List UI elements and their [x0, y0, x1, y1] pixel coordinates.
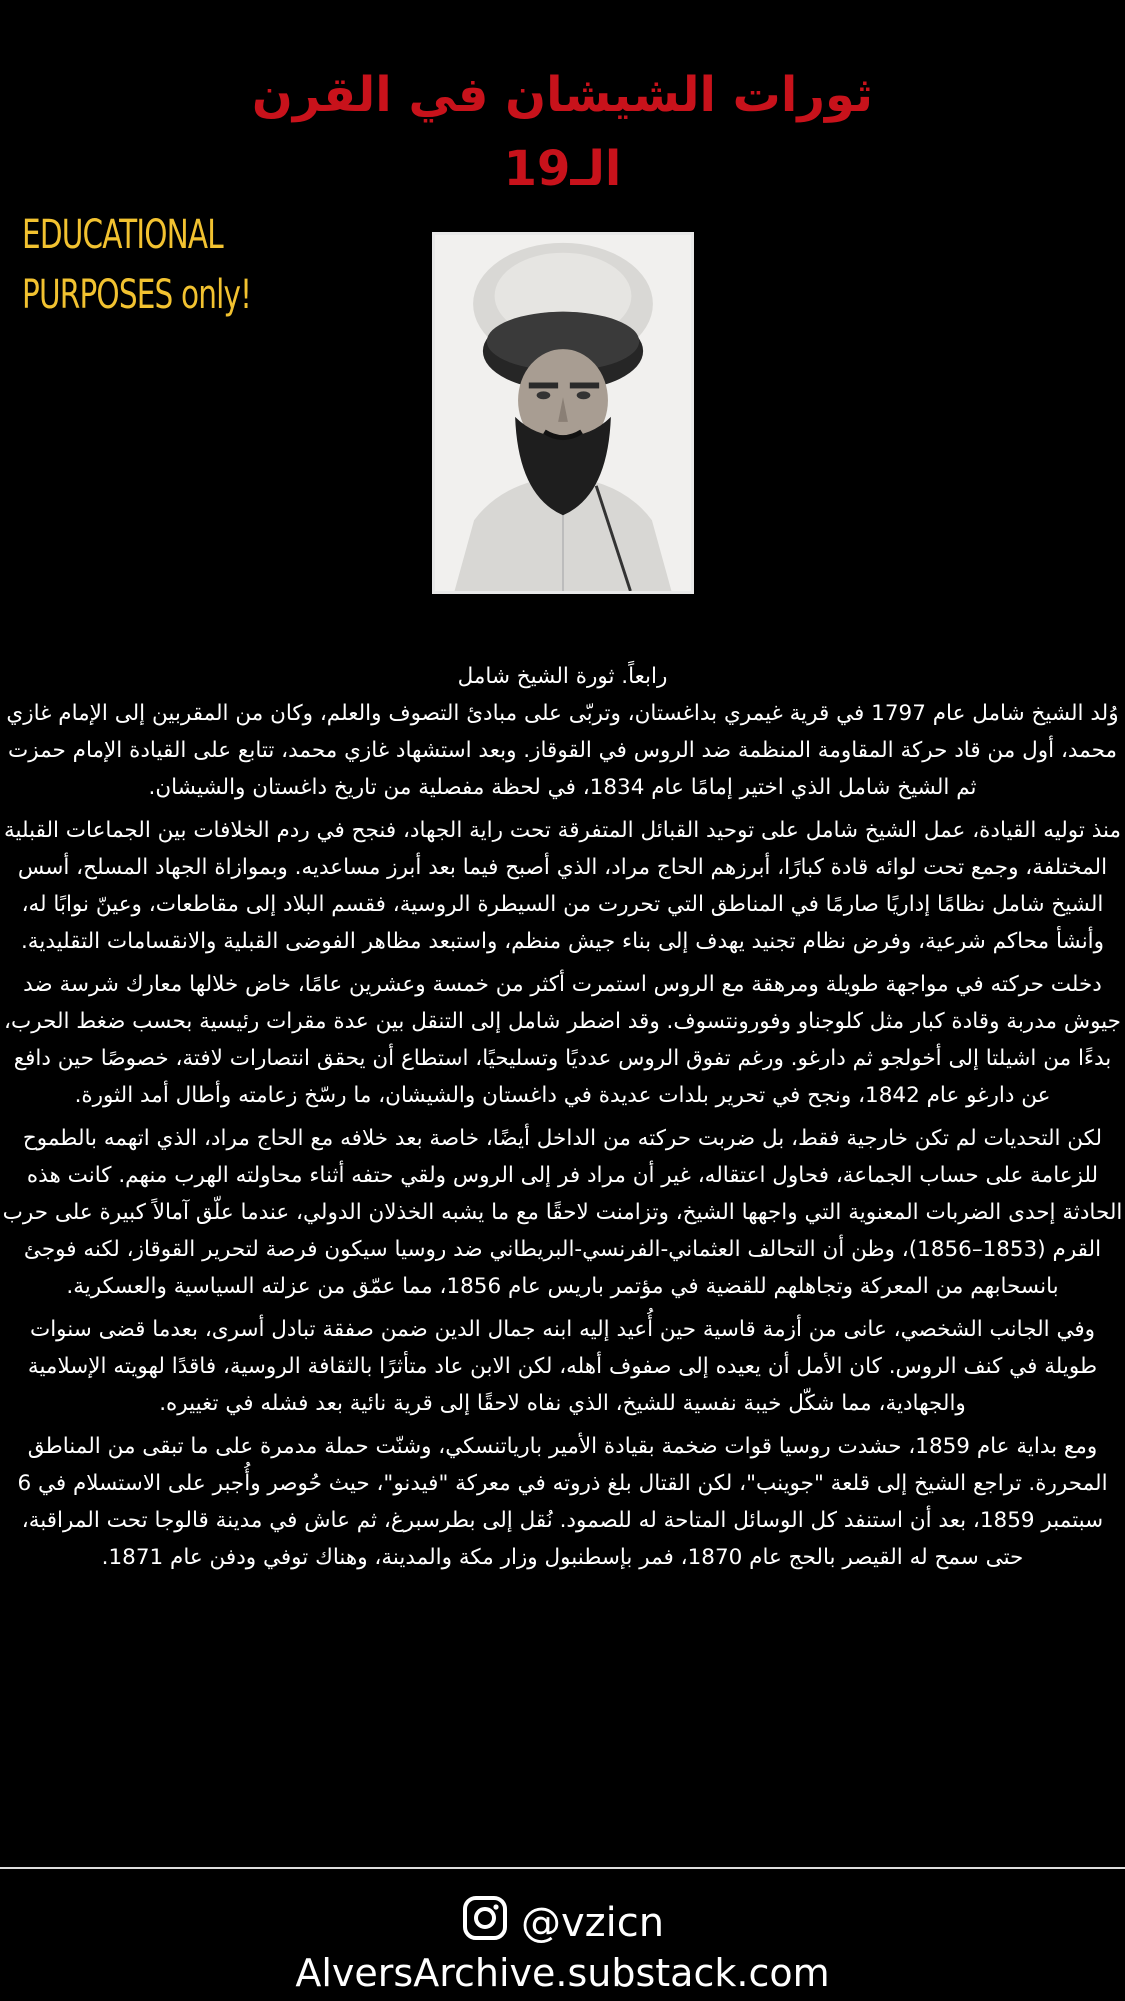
article-paragraph: وفي الجانب الشخصي، عانى من أزمة قاسية حين أُعيد إليه ابنه جمال الدين ضمن صفقة تبادل أسرى، بعدما قضى سنوات طويلة في كنف الروس. كان الأمل أن يعيده إلى صفوف أهله، لكن الابن عاد متأثرًا بالثقافة الروسية، فاقدًا لهويته الإسلامية والجهادية، مما شكّل خيبة نفسية للشيخ، الذي نفاه لاحقًا إلى قرية نائية بعد فشله في تغييره. [27, 1317, 1098, 1416]
section-subheading: رابعاً. ثورة الشيخ شامل [457, 664, 668, 689]
article-paragraph: وُلد الشيخ شامل عام 1797 في قرية غيمري بداغستان، وتربّى على مبادئ التصوف والعلم، وكان من المقربين إلى الإمام غازي محمد، أول من قاد حركة المقاومة المنظمة ضد الروس في القوقاز. وبعد استشهاد غازي محمد، تتابع على القيادة الإمام حمزت ثم الشيخ شامل الذي اختير إمامًا عام 1834، في لحظة مفصلية من تاريخ داغستان والشيشان. [6, 701, 1119, 800]
badge-line-2: PURPOSES only! [22, 272, 252, 318]
badge-line-1: EDUCATIONAL [22, 212, 223, 258]
social-handle[interactable] [0, 1895, 1125, 1951]
page-title [0, 58, 1125, 206]
handle-text: @vzicn [520, 1900, 665, 1946]
footer-divider [0, 1867, 1125, 1869]
article-paragraph: دخلت حركته في مواجهة طويلة ومرهقة مع الروس استمرت أكثر من خمسة وعشرين عامًا، خاض خلالها معارك شرسة ضد جيوش مدربة وقادة كبار مثل كلوجناو وفورونتسوف. وقد اضطر شامل إلى التنقل بين عدة مقرات رئيسية بحسب ضغط الحرب، بدءًا من اشيلتا إلى أخولجو ثم دارغو. ورغم تفوق الروس عدديًا وتسليحيًا، استطاع أن يحقق انتصارات لافتة، خصوصًا حين دافع عن دارغو عام 1842، ونجح في تحرير بلدات عديدة في داغستان والشيشان، ما رسّخ زعامته وأطال أمد الثورة. [4, 972, 1121, 1108]
educational-purposes-badge [22, 205, 252, 325]
title-line-1: ثورات الشيشان في القرن [251, 67, 874, 123]
article-paragraph: ومع بداية عام 1859، حشدت روسيا قوات ضخمة بقيادة الأمير بارياتنسكي، وشنّت حملة مدمرة على ما تبقى من المناطق المحررة. تراجع الشيخ إلى قلعة "جوينب"، لكن القتال بلغ ذروته في معركة "فيدنو"، حيث حُوصر وأُجبر على الاستسلام في 6 سبتمبر 1859، بعد أن استنفد كل الوسائل المتاحة له للصمود. نُقل إلى بطرسبرغ، ثم عاش في مدينة قالوجا تحت المراقبة، حتى سمح له القيصر بالحج عام 1870، فمر بإسطنبول وزار مكة والمدينة، وهناك توفي ودفن عام 1871. [17, 1434, 1108, 1570]
article-body [0, 658, 1125, 1582]
portrait-photo [432, 232, 694, 594]
title-line-2: الـ19 [503, 141, 622, 197]
website-link[interactable]: AlversArchive.substack.com [295, 1951, 830, 1995]
article-paragraph: منذ توليه القيادة، عمل الشيخ شامل على توحيد القبائل المتفرقة تحت راية الجهاد، فنجح في ردم الخلافات بين الجماعات القبلية المختلفة، وجمع تحت لوائه قادة كبارًا، أبرزهم الحاج مراد، الذي أصبح فيما بعد أبرز مساعديه. وبموازاة الجهاد المسلح، أسس الشيخ شامل نظامًا إداريًا صارمًا في المناطق التي تحررت من السيطرة الروسية، فقسم البلاد إلى مقاطعات، وعينّ نوابًا له، وأنشأ محاكم شرعية، وفرض نظام تجنيد يهدف إلى بناء جيش منظم، واستبعد مظاهر الفوضى القبلية والانقسامات التقليدية. [3, 818, 1122, 954]
portrait-illustration [435, 235, 691, 591]
article-paragraph: لكن التحديات لم تكن خارجية فقط، بل ضربت حركته من الداخل أيضًا، خاصة بعد خلافه مع الحاج مراد، الذي اتهمه بالطموح للزعامة على حساب الجماعة، فحاول اعتقاله، غير أن مراد فر إلى الروس ولقي حتفه أثناء محاولته الهرب منهم. كانت هذه الحادثة إحدى الضربات المعنوية التي واجهها الشيخ، وتزامنت لاحقًا مع ما يشبه الخذلان الدولي، عندما علّق آمالاً كبيرة على حرب القرم (1853–1856)، وظن أن التحالف العثماني-الفرنسي-البريطاني ضد روسيا سيكون فرصة لتحرير القوقاز، لكنه فوجئ بانسحابهم من المعركة وتجاهلهم للقضية في مؤتمر باريس عام 1856، مما عمّق من عزلته السياسية والعسكرية. [2, 1126, 1123, 1299]
instagram-icon [461, 1894, 509, 1952]
